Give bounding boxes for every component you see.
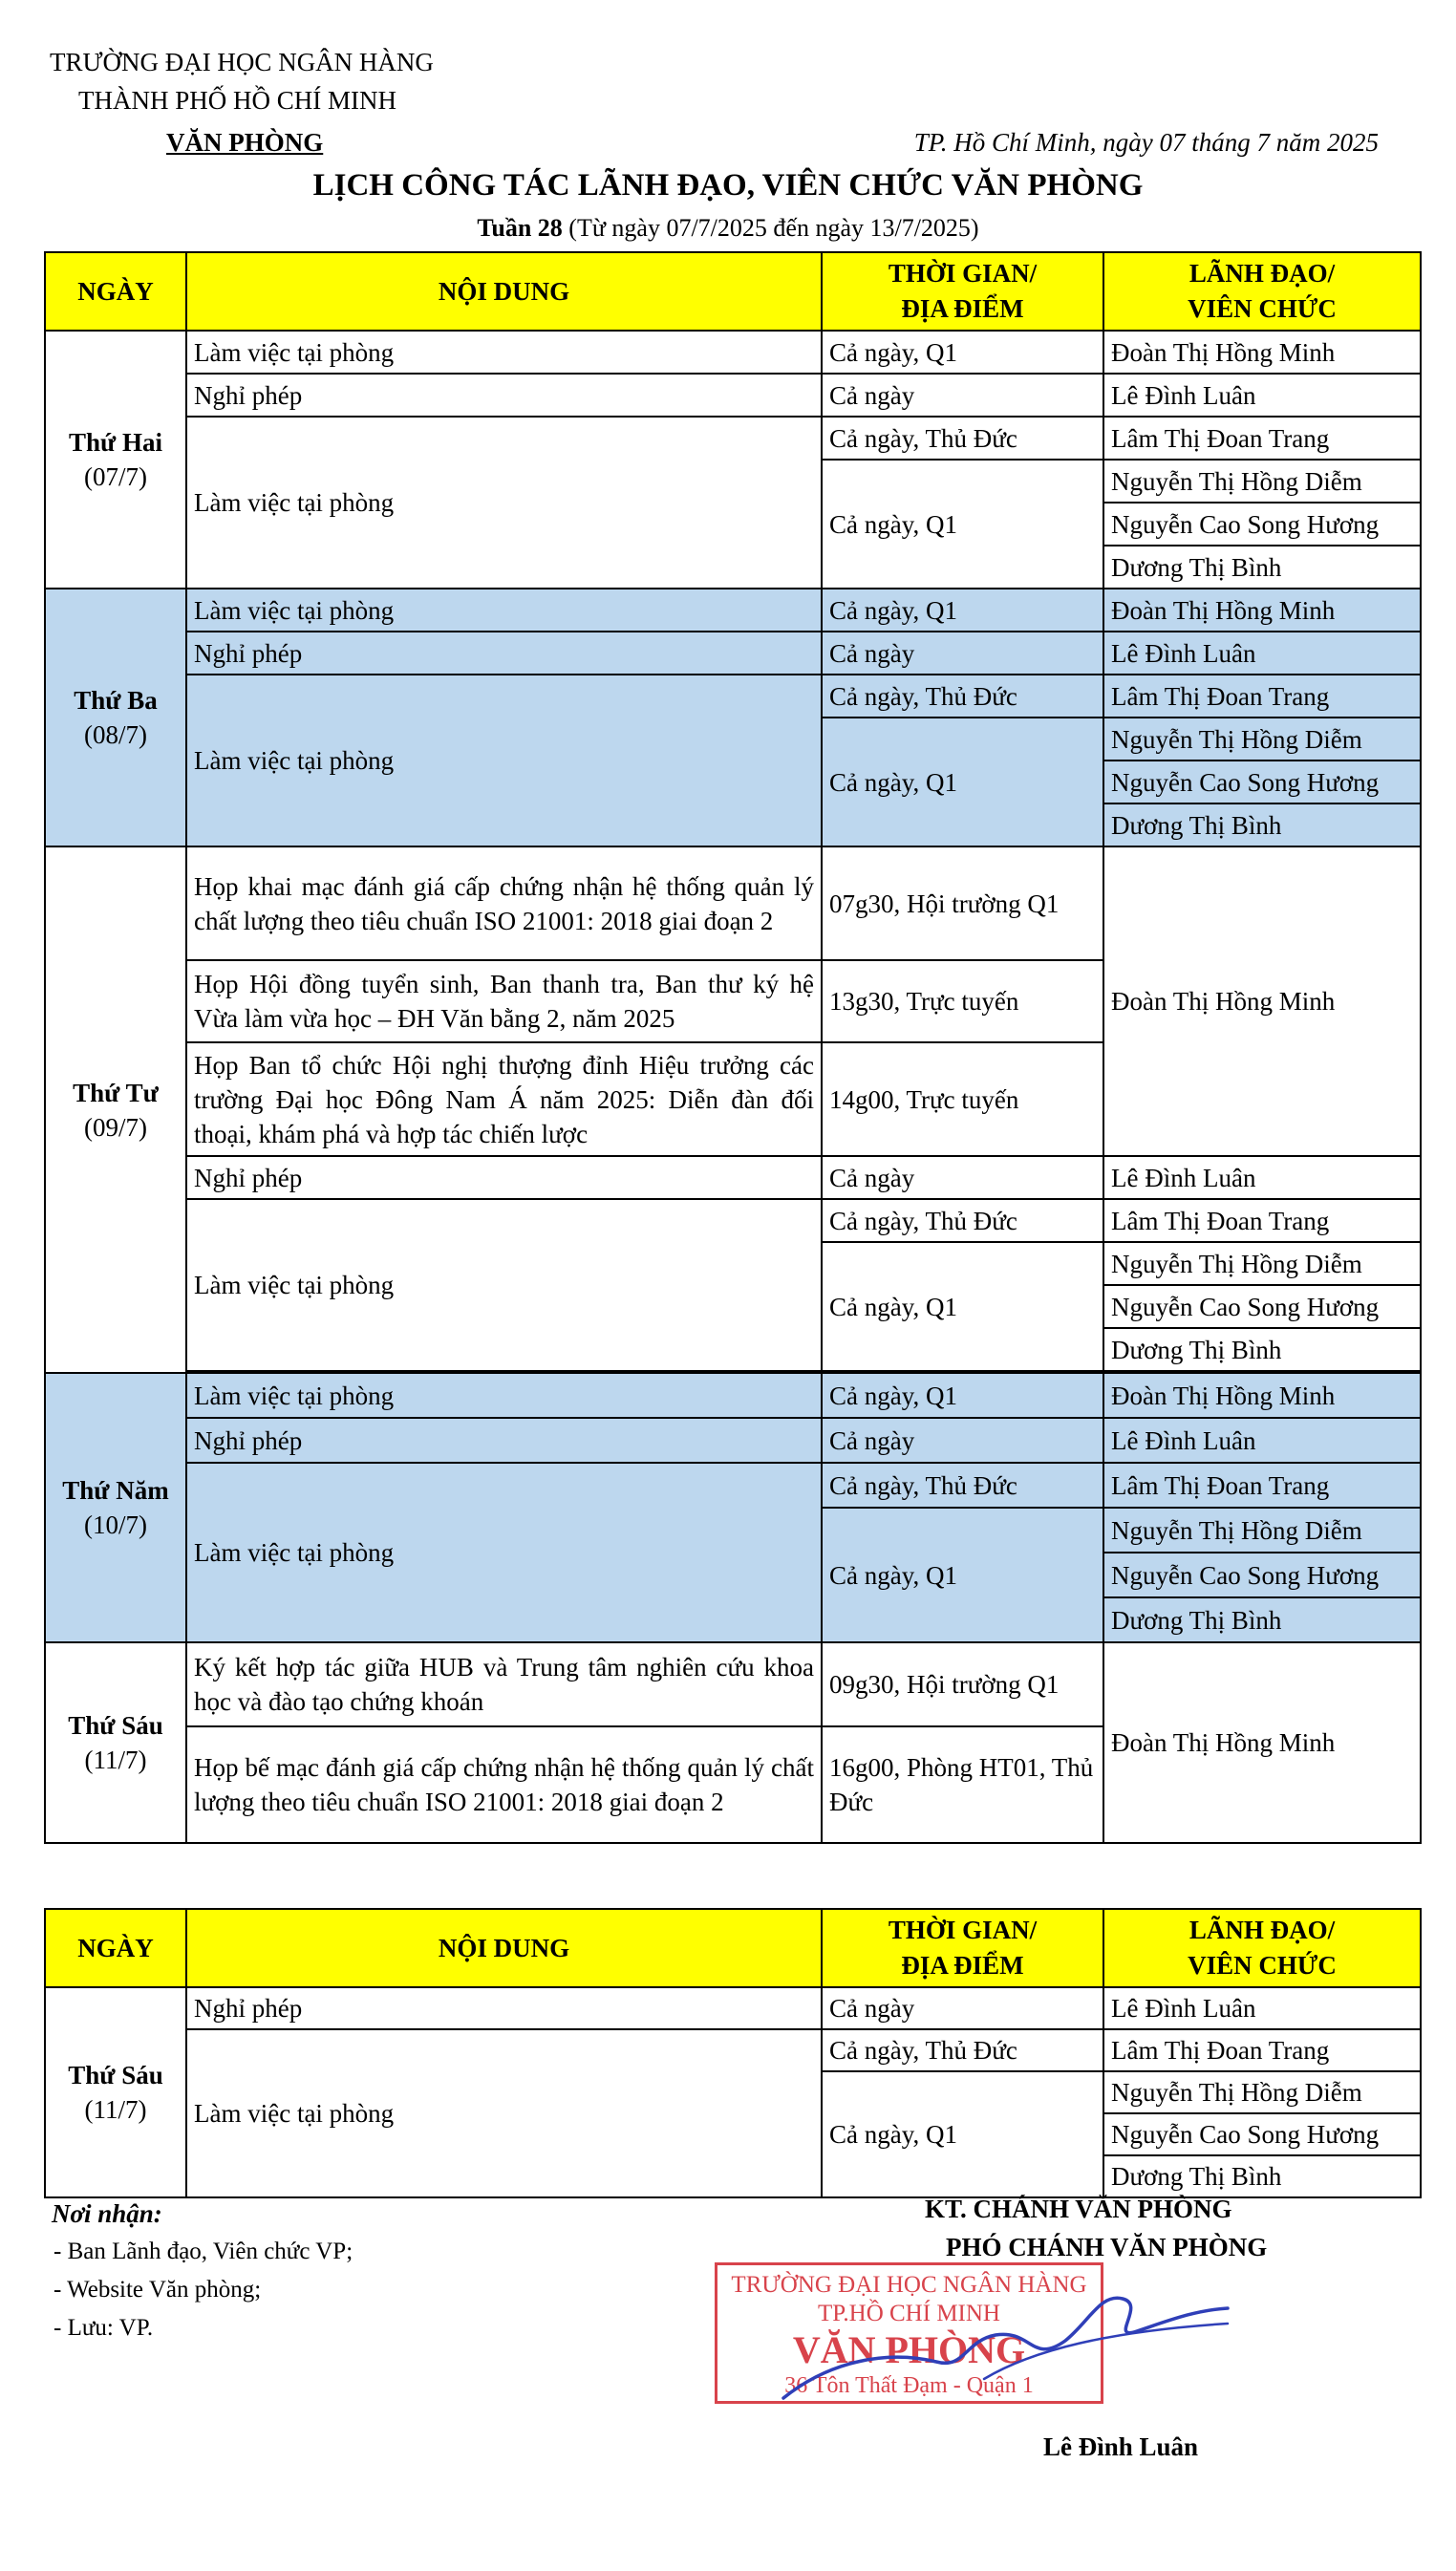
person-cell: Nguyễn Cao Song Hương [1103,761,1421,803]
time-cell: Cả ngày, Q1 [822,718,1103,846]
person-cell: Lê Đình Luân [1103,632,1421,675]
table-row [45,331,1421,374]
table-header-row [45,252,1421,331]
table-row [45,1199,1421,1242]
person-cell: Nguyễn Thị Hồng Diễm [1103,2071,1421,2113]
time-cell: Cả ngày [822,1987,1103,2029]
person-cell: Nguyễn Cao Song Hương [1103,503,1421,546]
content-cell: Nghỉ phép [186,1987,822,2029]
content-cell: Nghỉ phép [186,632,822,675]
time-cell: Cả ngày, Q1 [822,1242,1103,1371]
person-cell: Dương Thị Bình [1103,803,1421,846]
day-cell-thursday: Thứ Năm (10/7) [45,1373,186,1642]
schedule-table [44,251,1422,1844]
schedule-table-continued [44,1908,1422,2198]
time-cell: 16g00, Phòng HT01, Thủ Đức [822,1726,1103,1843]
person-cell: Lê Đình Luân [1103,1156,1421,1199]
content-cell: Nghỉ phép [186,1418,822,1463]
person-cell: Dương Thị Bình [1103,546,1421,589]
org-name-line1: TRƯỜNG ĐẠI HỌC NGÂN HÀNG [50,48,434,76]
person-cell: Nguyễn Cao Song Hương [1103,1285,1421,1328]
time-cell: Cả ngày [822,632,1103,675]
col-header-person: LÃNH ĐẠO/ VIÊN CHỨC [1103,252,1421,331]
time-cell: Cả ngày [822,1418,1103,1463]
time-cell: Cả ngày, Q1 [822,1373,1103,1418]
person-cell: Lâm Thị Đoan Trang [1103,2029,1421,2071]
table-row [45,846,1421,960]
stamp-line1: TRƯỜNG ĐẠI HỌC NGÂN HÀNG [731,2272,1087,2298]
stamp-line2: TP.HỒ CHÍ MINH [818,2301,1000,2326]
time-cell: Cả ngày, Thủ Đức [822,1463,1103,1508]
person-cell: Đoàn Thị Hồng Minh [1103,331,1421,374]
table-row [45,374,1421,417]
sign-title-line2: PHÓ CHÁNH VĂN PHÒNG [946,2233,1268,2261]
person-cell: Lâm Thị Đoan Trang [1103,675,1421,718]
table-row [45,675,1421,718]
col-header-time: THỜI GIAN/ ĐỊA ĐIỂM [822,252,1103,331]
col-header-day: NGÀY [45,1909,186,1987]
recipient-item: - Ban Lãnh đạo, Viên chức VP; [54,2239,353,2264]
day-cell-friday: Thứ Sáu (11/7) [45,1642,186,1843]
sign-title-line1: KT. CHÁNH VĂN PHÒNG [925,2195,1232,2223]
table-row [45,1463,1421,1508]
time-cell: Cả ngày, Thủ Đức [822,2029,1103,2071]
col-header-content: NỘI DUNG [186,1909,822,1987]
table-row [45,1373,1421,1418]
content-cell: Làm việc tại phòng [186,1463,822,1642]
time-cell: 14g00, Trực tuyến [822,1042,1103,1156]
person-cell: Đoàn Thị Hồng Minh [1103,1373,1421,1418]
person-cell: Dương Thị Bình [1103,2155,1421,2197]
day-cell-monday: Thứ Hai (07/7) [45,331,186,589]
table-row [45,1987,1421,2029]
content-cell: Làm việc tại phòng [186,1199,822,1371]
time-cell: Cả ngày, Thủ Đức [822,1199,1103,1242]
recipients-title: Nơi nhận: [52,2199,162,2228]
person-cell: Lê Đình Luân [1103,1987,1421,2029]
week-number: Tuần 28 [477,214,563,242]
time-cell: Cả ngày, Q1 [822,589,1103,632]
time-cell: Cả ngày, Thủ Đức [822,675,1103,718]
content-cell: Họp Hội đồng tuyển sinh, Ban thanh tra, Ban thư ký hệ Vừa làm vừa học – ĐH Văn bằng 2, năm 2025 [186,960,822,1042]
content-cell: Làm việc tại phòng [186,589,822,632]
content-cell: Làm việc tại phòng [186,417,822,589]
table-row [45,1156,1421,1199]
content-cell: Họp bế mạc đánh giá cấp chứng nhận hệ thống quản lý chất lượng theo tiêu chuẩn ISO 21001: 2018 giai đoạn 2 [186,1726,822,1843]
time-cell: 09g30, Hội trường Q1 [822,1642,1103,1726]
day-cell-friday: Thứ Sáu (11/7) [45,1987,186,2197]
col-header-content: NỘI DUNG [186,252,822,331]
table-row [45,1418,1421,1463]
recipient-item: - Website Văn phòng; [54,2277,262,2303]
time-cell: Cả ngày, Q1 [822,460,1103,589]
time-cell: 07g30, Hội trường Q1 [822,846,1103,960]
stamp-line4: 36 Tôn Thất Đạm - Quận 1 [784,2373,1034,2398]
person-cell: Nguyễn Thị Hồng Diễm [1103,1242,1421,1285]
person-cell: Dương Thị Bình [1103,1328,1421,1371]
content-cell: Họp khai mạc đánh giá cấp chứng nhận hệ thống quản lý chất lượng theo tiêu chuẩn ISO 21001: 2018 giai đoạn 2 [186,846,822,960]
table-row [45,1642,1421,1726]
person-cell: Lâm Thị Đoan Trang [1103,1199,1421,1242]
person-cell: Đoàn Thị Hồng Minh [1103,589,1421,632]
person-cell: Đoàn Thị Hồng Minh [1103,1642,1421,1843]
col-header-day: NGÀY [45,252,186,331]
content-cell: Làm việc tại phòng [186,675,822,846]
date-line: TP. Hồ Chí Minh, ngày 07 tháng 7 năm 2025 [913,128,1379,157]
time-cell: Cả ngày [822,1156,1103,1199]
week-subtitle [0,211,1456,246]
person-cell: Nguyễn Thị Hồng Diễm [1103,718,1421,761]
content-cell: Ký kết hợp tác giữa HUB và Trung tâm nghiên cứu khoa học và đào tạo chứng khoán [186,1642,822,1726]
handwritten-signature [745,2274,1242,2417]
person-cell: Lâm Thị Đoan Trang [1103,417,1421,460]
stamp-line3: VĂN PHÒNG [792,2328,1026,2371]
person-cell: Lâm Thị Đoan Trang [1103,1463,1421,1508]
person-cell: Nguyễn Cao Song Hương [1103,1553,1421,1597]
person-cell: Nguyễn Cao Song Hương [1103,2113,1421,2155]
person-cell: Đoàn Thị Hồng Minh [1103,846,1421,1156]
person-cell: Nguyễn Thị Hồng Diễm [1103,460,1421,503]
content-cell: Làm việc tại phòng [186,2029,822,2197]
content-cell: Họp Ban tổ chức Hội nghị thượng đỉnh Hiệu trưởng các trường Đại học Đông Nam Á năm 2025: Diễn đàn đối thoại, khám phá và hợp tác chiến lược [186,1042,822,1156]
department-name: VĂN PHÒNG [166,128,324,157]
day-cell-wednesday: Thứ Tư (09/7) [45,846,186,1373]
content-cell: Làm việc tại phòng [186,331,822,374]
table-header-row [45,1909,1421,1987]
time-cell: Cả ngày, Thủ Đức [822,417,1103,460]
time-cell: Cả ngày, Q1 [822,1508,1103,1642]
person-cell: Dương Thị Bình [1103,1597,1421,1642]
person-cell: Lê Đình Luân [1103,374,1421,417]
week-range: (Từ ngày 07/7/2025 đến ngày 13/7/2025) [568,214,979,242]
day-cell-tuesday: Thứ Ba (08/7) [45,589,186,846]
signer-name: Lê Đình Luân [1043,2432,1199,2461]
col-header-person: LÃNH ĐẠO/ VIÊN CHỨC [1103,1909,1421,1987]
time-cell: Cả ngày [822,374,1103,417]
table-row [45,589,1421,632]
table-row [45,417,1421,460]
recipient-item: - Lưu: VP. [54,2315,154,2341]
table-row [45,2029,1421,2071]
person-cell: Nguyễn Thị Hồng Diễm [1103,1508,1421,1553]
col-header-time: THỜI GIAN/ ĐỊA ĐIỂM [822,1909,1103,1987]
org-name-line2: THÀNH PHỐ HỒ CHÍ MINH [78,86,396,115]
content-cell: Làm việc tại phòng [186,1373,822,1418]
time-cell: Cả ngày, Q1 [822,331,1103,374]
time-cell: 13g30, Trực tuyến [822,960,1103,1042]
table-row [45,632,1421,675]
content-cell: Nghỉ phép [186,1156,822,1199]
person-cell: Lê Đình Luân [1103,1418,1421,1463]
document-title: LỊCH CÔNG TÁC LÃNH ĐẠO, VIÊN CHỨC VĂN PHÒNG [312,168,1144,203]
time-cell: Cả ngày, Q1 [822,2071,1103,2197]
content-cell: Nghỉ phép [186,374,822,417]
